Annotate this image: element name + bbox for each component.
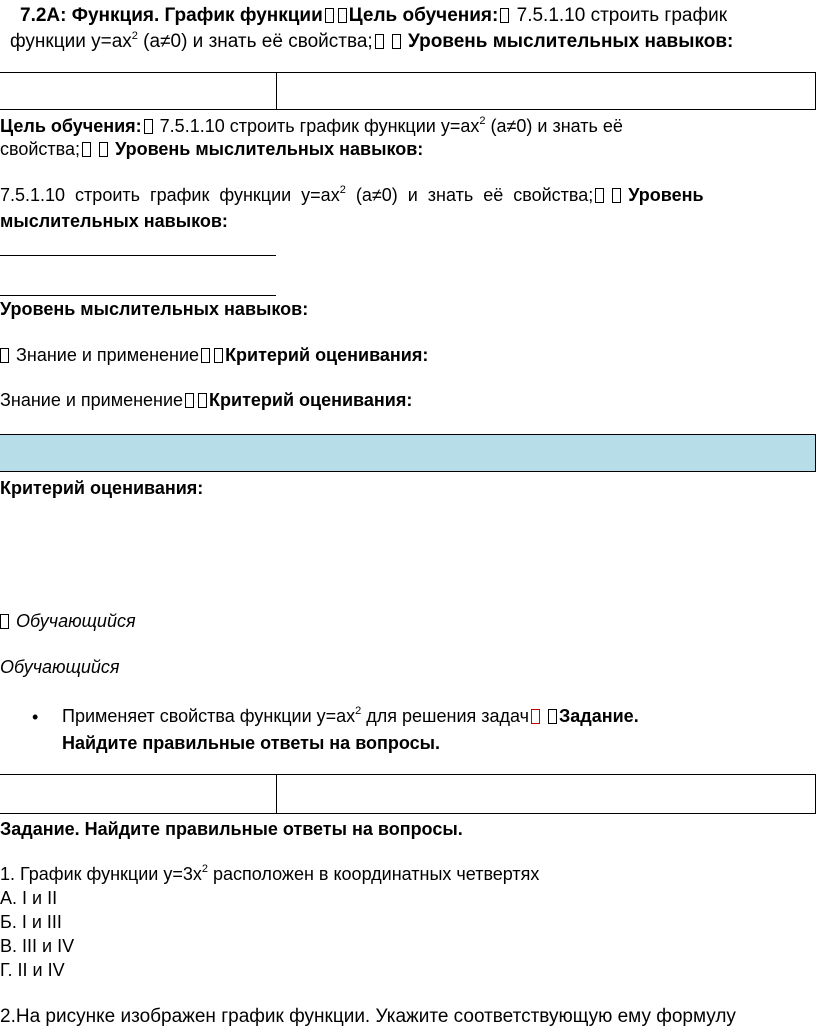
symbol-box-icon bbox=[612, 188, 621, 203]
symbol-box-icon bbox=[0, 348, 9, 363]
symbol-box-icon bbox=[214, 348, 223, 363]
answer-option: Г. II и IV bbox=[0, 960, 65, 980]
question-text: 1. График функции у=3х bbox=[0, 864, 202, 884]
table-cell bbox=[276, 434, 816, 472]
divider bbox=[0, 255, 276, 256]
goal-line-2 bbox=[0, 138, 423, 161]
bullet-text: для решения задач bbox=[361, 706, 530, 726]
divider bbox=[0, 295, 276, 296]
bullet-icon: • bbox=[32, 707, 39, 727]
table-cell bbox=[0, 774, 277, 814]
doc-title: 7.2А: Функция. График функции bbox=[20, 5, 323, 26]
task-label: Задание. bbox=[559, 706, 639, 726]
symbol-box-icon bbox=[82, 142, 91, 157]
goal-text: 7.5.1.10 строить график функции у=ах bbox=[0, 185, 340, 205]
goal-text: свойства; bbox=[0, 139, 81, 159]
symbol-box-icon bbox=[99, 142, 108, 157]
table-cell bbox=[0, 72, 277, 110]
symbol-box-icon bbox=[325, 8, 334, 23]
exponent: 2 bbox=[339, 184, 346, 196]
goal-repeat-line-2: мыслительных навыков: bbox=[0, 211, 228, 231]
table-cell bbox=[0, 434, 277, 472]
learner-text: Обучающийся bbox=[16, 611, 136, 631]
criteria-label: Критерий оценивания: bbox=[225, 345, 429, 365]
exponent: 2 bbox=[479, 115, 486, 127]
symbol-box-icon bbox=[144, 119, 153, 134]
level-text: Знание и применение bbox=[0, 390, 184, 410]
criteria-heading: Критерий оценивания: bbox=[0, 478, 204, 498]
answer-option: А. I и II bbox=[0, 888, 58, 908]
goal-label: Цель обучения: bbox=[0, 116, 142, 136]
level-label: Уровень мыслительных навыков: bbox=[408, 31, 734, 52]
table-row bbox=[0, 774, 816, 814]
goal-line-1 bbox=[0, 115, 623, 138]
level-line-1 bbox=[0, 344, 428, 367]
function-text: (а≠0) и знать её свойства; bbox=[137, 31, 373, 52]
symbol-box-icon bbox=[392, 34, 401, 49]
level-label: Уровень мыслительных навыков: bbox=[115, 139, 424, 159]
symbol-box-icon bbox=[375, 34, 384, 49]
bullet-line-1 bbox=[62, 705, 639, 728]
answer-option: В. III и IV bbox=[0, 936, 75, 956]
goal-text: 7.5.1.10 строить график bbox=[511, 5, 728, 26]
goal-repeat-line-1 bbox=[0, 184, 704, 207]
level-label: Уровень bbox=[628, 185, 704, 205]
exponent: 2 bbox=[355, 705, 362, 717]
table-cell bbox=[276, 774, 816, 814]
symbol-box-icon bbox=[0, 614, 9, 629]
doc-heading-line-2 bbox=[10, 30, 733, 53]
goal-text: (а≠0) и знать её bbox=[485, 116, 623, 136]
learner-line-2: Обучающийся bbox=[0, 657, 120, 677]
table-row bbox=[0, 72, 816, 110]
symbol-box-icon bbox=[338, 8, 347, 23]
question-1 bbox=[0, 863, 539, 886]
symbol-box-icon bbox=[531, 709, 540, 724]
function-text: функции у=ах bbox=[10, 31, 132, 52]
task-heading: Задание. Найдите правильные ответы на вопросы. bbox=[0, 819, 463, 839]
exponent: 2 bbox=[201, 863, 209, 875]
symbol-box-icon bbox=[201, 348, 210, 363]
criteria-label: Критерий оценивания: bbox=[209, 390, 413, 410]
question-2: 2.На рисунке изображен график функции. Укажите соответствующую ему формулу bbox=[0, 1006, 736, 1027]
bullet-text: Применяет свойства функции у=ах bbox=[62, 706, 356, 726]
level-heading: Уровень мыслительных навыков: bbox=[0, 299, 309, 319]
doc-heading-line-1 bbox=[20, 4, 727, 27]
exponent: 2 bbox=[131, 29, 138, 42]
learner-line-1 bbox=[0, 610, 136, 633]
symbol-box-icon bbox=[185, 393, 194, 408]
answer-option: Б. I и III bbox=[0, 912, 62, 932]
goal-label: Цель обучения: bbox=[348, 5, 499, 26]
symbol-box-icon bbox=[500, 8, 509, 23]
table-cell bbox=[276, 72, 816, 110]
question-text: расположен в координатных четвертях bbox=[208, 864, 540, 884]
goal-text: (а≠0) и знать её свойства; bbox=[345, 185, 594, 205]
bullet-line-2: Найдите правильные ответы на вопросы. bbox=[62, 733, 441, 753]
symbol-box-icon bbox=[548, 709, 557, 724]
symbol-box-icon bbox=[198, 393, 207, 408]
level-text: Знание и применение bbox=[16, 345, 200, 365]
table-row bbox=[0, 434, 816, 472]
level-line-2 bbox=[0, 389, 412, 412]
symbol-box-icon bbox=[595, 188, 604, 203]
goal-text: 7.5.1.10 строить график функции у=ах bbox=[154, 116, 480, 136]
